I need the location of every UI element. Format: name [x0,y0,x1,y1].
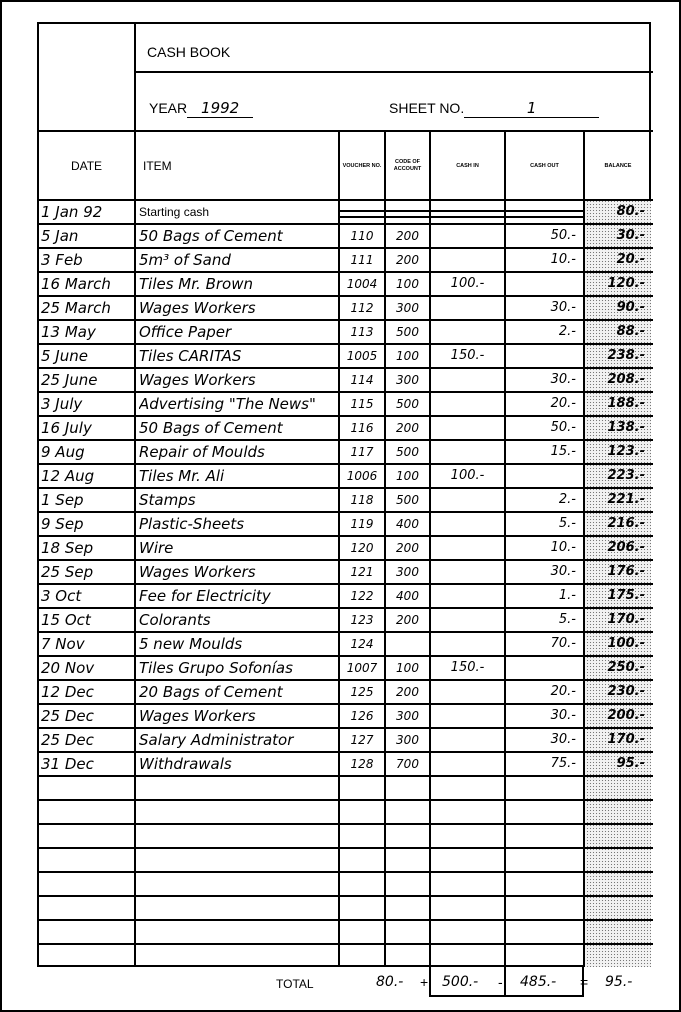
sheet-number-value: 1 [464,99,599,118]
entry-date: 18 Sep [41,539,94,557]
entry-cash-in [430,728,505,752]
entry-balance: 223.- [607,468,645,483]
entry-date: 16 July [41,419,92,437]
entry-item: Fee for Electricity [139,587,271,605]
entry-voucher-no: 120 [350,541,374,555]
entry-voucher-no: 115 [350,397,374,411]
empty-table-row [39,824,649,848]
row-divider [39,439,653,441]
entry-account-code: 500 [396,445,419,459]
table-row [39,632,649,656]
entry-voucher-no: 1007 [346,661,378,675]
entry-voucher-no: 116 [350,421,374,435]
entry-item: Starting cash [139,205,210,219]
row-divider [39,247,653,249]
column-header-balance: BALANCE [604,162,632,169]
row-divider [39,607,653,609]
table-row [39,488,649,512]
row-divider [39,631,653,633]
row-divider [39,319,653,321]
entry-cash-in [430,704,505,728]
row-divider [39,343,653,345]
entry-date: 25 June [41,371,98,389]
entry-voucher-no: 114 [350,373,374,387]
table-row [39,608,649,632]
entry-cash-in [430,440,505,464]
entry-date: 12 Dec [41,683,94,701]
entry-account-code: 500 [396,493,419,507]
entry-balance: 188.- [607,396,645,411]
column-header-cash-in: CASH IN [456,162,479,169]
column-header-cash-out: CASH OUT [530,162,559,169]
entry-balance: 250.- [607,660,645,675]
row-divider [39,511,653,513]
entry-date: 3 Oct [41,587,82,605]
entry-item: Salary Administrator [139,731,294,749]
row-divider [39,919,653,921]
entry-date: 16 March [41,275,111,293]
entry-account-code: 300 [396,709,419,723]
entry-cash-in: 150.- [450,660,485,675]
entry-account-code: 100 [396,349,419,363]
entry-balance: 123.- [607,444,645,459]
row-divider [39,367,653,369]
table-row [39,368,649,392]
entry-voucher-no: 119 [350,517,374,531]
entry-voucher-no: 1004 [346,277,378,291]
entry-cash-in [430,416,505,440]
entry-cash-out: 30.- [550,300,576,315]
table-row [39,584,649,608]
document-title: CASH BOOK [147,44,231,60]
entry-cash-out: 50.- [550,228,576,243]
row-divider [39,391,653,393]
entry-voucher-no: 111 [350,253,374,267]
entry-cash-out: 20.- [550,684,576,699]
entry-cash-in [430,608,505,632]
entry-account-code: 400 [396,589,419,603]
entry-cash-out [505,344,580,368]
table-row [39,704,649,728]
entry-item: Tiles Mr. Ali [139,467,225,485]
entry-item: Wire [139,539,174,557]
entry-balance: 175.- [607,588,645,603]
entry-cash-out: 50.- [550,420,576,435]
entry-balance: 176.- [607,564,645,579]
table-row [39,248,649,272]
table-row [39,440,649,464]
row-divider [39,823,653,825]
entry-voucher-no: 125 [350,685,374,699]
entry-date: 25 Dec [41,731,94,749]
entry-balance: 238.- [607,348,645,363]
entry-account-code: 500 [396,325,419,339]
entry-cash-out: 30.- [550,732,576,747]
total-cash-in: 500.- [442,974,479,990]
row-divider [39,799,653,801]
row-divider [39,295,653,297]
entry-cash-in [430,392,505,416]
entry-cash-in [430,680,505,704]
entry-date: 20 Nov [41,659,95,677]
empty-table-row [39,920,649,944]
sheet-number-field [389,99,599,118]
row-divider [39,751,653,753]
entry-voucher-no: 121 [350,565,374,579]
cash-book-sheet [37,22,651,967]
entry-balance: 120.- [607,276,645,291]
entry-balance: 88.- [616,324,645,339]
row-divider [39,703,653,705]
entry-cash-out: 1.- [558,588,576,603]
entry-account-code [385,200,430,224]
year-value: 1992 [187,99,253,118]
row-divider [39,727,653,729]
entry-item: Wages Workers [139,371,256,389]
table-row [39,344,649,368]
entry-cash-in [430,248,505,272]
table-row [39,464,649,488]
entry-cash-out [505,656,580,680]
entry-balance: 221.- [607,492,645,507]
entry-account-code: 200 [396,421,419,435]
entry-date: 3 Feb [41,251,83,269]
entry-cash-in [430,488,505,512]
total-label: TOTAL [276,977,314,991]
entry-item: Tiles Mr. Brown [139,275,253,293]
row-divider [39,679,653,681]
entry-account-code: 200 [396,685,419,699]
entry-voucher-no: 122 [350,589,374,603]
entry-account-code: 300 [396,565,419,579]
entry-item: 5m³ of Sand [139,251,231,269]
entry-item: Plastic-Sheets [139,515,245,533]
entry-voucher-no: 113 [350,325,374,339]
entry-cash-in [430,368,505,392]
entry-balance: 206.- [607,540,645,555]
entry-balance: 170.- [607,732,645,747]
entry-balance: 200.- [607,708,645,723]
row-divider [39,655,653,657]
entry-account-code: 700 [396,757,419,771]
entry-balance: 216.- [607,516,645,531]
entry-date: 5 Jan [41,227,79,245]
row-divider [39,487,653,489]
entry-voucher-no: 110 [350,229,374,243]
entry-item: Repair of Moulds [139,443,265,461]
entry-voucher-no: 1005 [346,349,378,363]
entry-cash-in: 100.- [450,276,485,291]
entry-item: 50 Bags of Cement [139,419,283,437]
table-row [39,272,649,296]
entry-voucher-no: 1006 [346,469,378,483]
row-divider [39,559,653,561]
entry-cash-out: 20.- [550,396,576,411]
equals-sign: = [580,974,589,990]
entry-account-code: 100 [396,277,419,291]
entry-cash-out: 30.- [550,564,576,579]
minus-sign: - [498,974,503,990]
entry-balance: 100.- [607,636,645,651]
entry-date: 25 Sep [41,563,94,581]
entry-balance: 95.- [616,756,645,771]
entry-date: 1 Sep [41,491,84,509]
entry-voucher-no: 117 [350,445,374,459]
entry-cash-out: 70.- [550,636,576,651]
total-balance: 95.- [605,974,633,990]
total-cash-out: 485.- [520,974,557,990]
entry-cash-in [430,536,505,560]
entry-cash-in [430,560,505,584]
entry-date: 3 July [41,395,83,413]
entry-item: Wages Workers [139,707,256,725]
entry-cash-in [430,752,505,776]
entry-voucher-no: 126 [350,709,374,723]
entry-item: 20 Bags of Cement [139,683,283,701]
entry-date: 25 March [41,299,111,317]
entry-item: Stamps [139,491,196,509]
entry-date: 9 Aug [41,443,85,461]
entry-item: Tiles CARITAS [139,347,242,365]
entry-date: 13 May [41,323,96,341]
entry-item: Wages Workers [139,299,256,317]
entry-balance: 20.- [616,252,645,267]
empty-table-row [39,896,649,920]
entry-cash-in: 100.- [450,468,485,483]
entry-balance: 90.- [616,300,645,315]
entry-item: Tiles Grupo Sofonías [139,659,293,677]
row-divider [39,871,653,873]
column-header-voucher: VOUCHER NO. [342,162,382,169]
row-divider [39,223,653,225]
entry-cash-out: 2.- [558,492,576,507]
table-row [39,416,649,440]
column-header-item: ITEM [143,159,172,173]
empty-table-row [39,776,649,800]
entry-cash-in [430,200,505,224]
entry-cash-in [430,512,505,536]
entry-balance: 170.- [607,612,645,627]
table-row [39,752,649,776]
entry-voucher-no: 118 [350,493,374,507]
table-row [39,680,649,704]
entry-item: 50 Bags of Cement [139,227,283,245]
entry-cash-out [505,272,580,296]
entry-voucher-no: 112 [350,301,374,315]
empty-table-row [39,872,649,896]
entry-date: 7 Nov [41,635,85,653]
entry-cash-out: 5.- [558,612,576,627]
row-divider [39,271,653,273]
entry-account-code: 400 [396,517,419,531]
table-row [39,200,649,224]
entry-account-code: 200 [396,613,419,627]
table-row [39,536,649,560]
entry-item: Withdrawals [139,755,232,773]
row-divider [39,943,653,945]
table-row [39,656,649,680]
row-divider [39,415,653,417]
entry-account-code: 100 [396,661,419,675]
entry-balance: 138.- [607,420,645,435]
entry-account-code: 200 [396,253,419,267]
year-label: YEAR [149,100,188,116]
entry-cash-out: 15.- [550,444,576,459]
entry-cash-out [505,200,580,224]
entry-item: 5 new Moulds [139,635,243,653]
table-row [39,296,649,320]
entry-cash-in [430,584,505,608]
table-row [39,560,649,584]
table-row [39,224,649,248]
entry-item: Office Paper [139,323,232,341]
entry-date: 12 Aug [41,467,95,485]
table-row [39,392,649,416]
entry-cash-out: 10.- [550,540,576,555]
entry-voucher-no: 127 [350,733,374,747]
entry-balance: 80.- [616,204,645,219]
entry-cash-out [505,464,580,488]
entry-cash-out: 10.- [550,252,576,267]
total-starting-balance: 80.- [376,974,404,990]
entry-account-code: 300 [396,733,419,747]
entry-cash-out: 5.- [558,516,576,531]
row-divider [39,535,653,537]
row-divider [39,895,653,897]
entry-balance: 208.- [607,372,645,387]
entry-account-code: 100 [396,469,419,483]
entry-date: 1 Jan 92 [41,203,103,221]
entry-cash-in [430,320,505,344]
table-row [39,512,649,536]
entry-date: 31 Dec [41,755,94,773]
entry-voucher-no [339,200,385,224]
entry-account-code: 500 [396,397,419,411]
row-divider [39,775,653,777]
entry-cash-out: 75.- [550,756,576,771]
entry-cash-in [430,632,505,656]
row-divider [39,463,653,465]
empty-table-row [39,800,649,824]
empty-table-row [39,848,649,872]
entry-cash-in [430,224,505,248]
entry-voucher-no: 124 [350,637,374,651]
entry-balance: 30.- [616,228,645,243]
entry-account-code: 300 [396,373,419,387]
entry-account-code: 200 [396,541,419,555]
table-row [39,320,649,344]
entry-cash-in [430,296,505,320]
entry-date: 15 Oct [41,611,91,629]
entry-date: 9 Sep [41,515,84,533]
entry-balance: 230.- [607,684,645,699]
column-header-code: CODE OF ACCOUNT [393,159,422,172]
entry-cash-out: 2.- [558,324,576,339]
entry-cash-out: 30.- [550,372,576,387]
entry-cash-out: 30.- [550,708,576,723]
row-divider [39,583,653,585]
entry-account-code: 300 [396,301,419,315]
entry-account-code [385,632,430,656]
entry-cash-in: 150.- [450,348,485,363]
table-row [39,728,649,752]
entry-account-code: 200 [396,229,419,243]
entry-voucher-no: 128 [350,757,374,771]
entry-date: 5 June [41,347,88,365]
year-field [149,99,253,118]
row-divider [39,847,653,849]
entry-voucher-no: 123 [350,613,374,627]
entry-item: Colorants [139,611,211,629]
column-header-date: DATE [70,159,103,173]
sheet-number-label: SHEET NO. [389,100,465,116]
entry-item: Wages Workers [139,563,256,581]
entry-date: 25 Dec [41,707,94,725]
plus-sign: + [420,974,429,990]
entry-item: Advertising "The News" [139,395,316,413]
